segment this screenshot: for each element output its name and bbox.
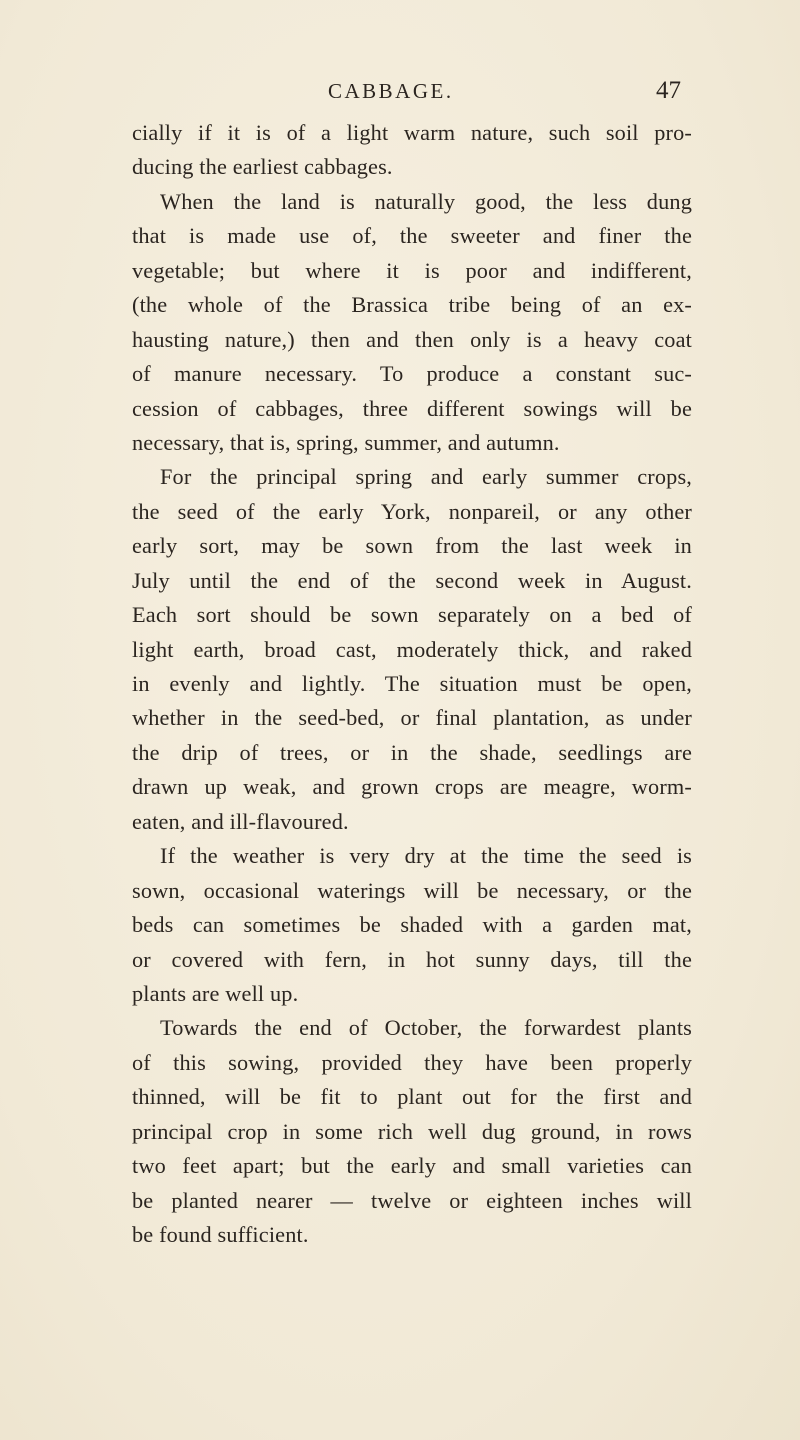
text-line: eaten, and ill-flavoured. <box>132 808 349 834</box>
text-line: light earth, broad cast, moderately thick, and raked <box>132 636 692 662</box>
text-line: beds can sometimes be shaded with a garden mat, <box>132 912 692 938</box>
text-line: July until the end of the second week in August. <box>132 567 692 593</box>
text-line: Each sort should be sown separately on a bed of <box>132 602 692 628</box>
text-line: early sort, may be sown from the last week in <box>132 533 692 559</box>
text-line: of manure necessary. To produce a constant suc- <box>132 361 692 387</box>
text-line: be planted nearer — twelve or eighteen inches will <box>132 1187 692 1213</box>
text-line: the seed of the early York, nonpareil, or any other <box>132 498 692 524</box>
text-line: hausting nature,) then and then only is a heavy coat <box>132 326 692 352</box>
text-line: in evenly and lightly. The situation must be open, <box>132 671 692 696</box>
text-line: of this sowing, provided they have been properly <box>132 1049 692 1075</box>
text-line: be found sufficient. <box>132 1222 309 1247</box>
text-line: plants are well up. <box>132 980 299 1006</box>
text-line: cession of cabbages, three different sowings will be <box>132 395 692 421</box>
text-line: For the principal spring and early summer crops, <box>160 464 692 490</box>
text-line: or covered with fern, in hot sunny days, till the <box>132 946 692 972</box>
text-line: drawn up weak, and grown crops are meagre, worm- <box>132 774 692 800</box>
text-line: the drip of trees, or in the shade, seedlings are <box>132 739 692 765</box>
text-line: principal crop in some rich well dug ground, in rows <box>132 1118 692 1144</box>
text-line: whether in the seed-bed, or final plantation, as under <box>132 705 692 731</box>
page-number: 47 <box>656 77 681 104</box>
text-line: vegetable; but where it is poor and indifferent, <box>132 257 692 283</box>
text-line: thinned, will be fit to plant out for the first and <box>132 1084 692 1110</box>
text-line: (the whole of the Brassica tribe being of an ex- <box>132 292 692 318</box>
text-line: Towards the end of October, the forwardest plants <box>160 1015 692 1041</box>
text-line: that is made use of, the sweeter and finer the <box>132 223 692 249</box>
text-line: If the weather is very dry at the time the seed is <box>160 843 692 869</box>
body-text <box>132 116 692 1252</box>
text-line: ducing the earliest cabbages. <box>132 154 393 180</box>
text-line: cially if it is of a light warm nature, such soil pro- <box>132 120 692 145</box>
text-line: When the land is naturally good, the less dung <box>160 188 692 214</box>
text-line: sown, occasional waterings will be necessary, or the <box>132 877 692 903</box>
running-head <box>0 76 800 106</box>
text-line: two feet apart; but the early and small varieties can <box>132 1153 692 1179</box>
running-head-title: CABBAGE. <box>328 79 454 103</box>
text-line: necessary, that is, spring, summer, and autumn. <box>132 429 560 455</box>
